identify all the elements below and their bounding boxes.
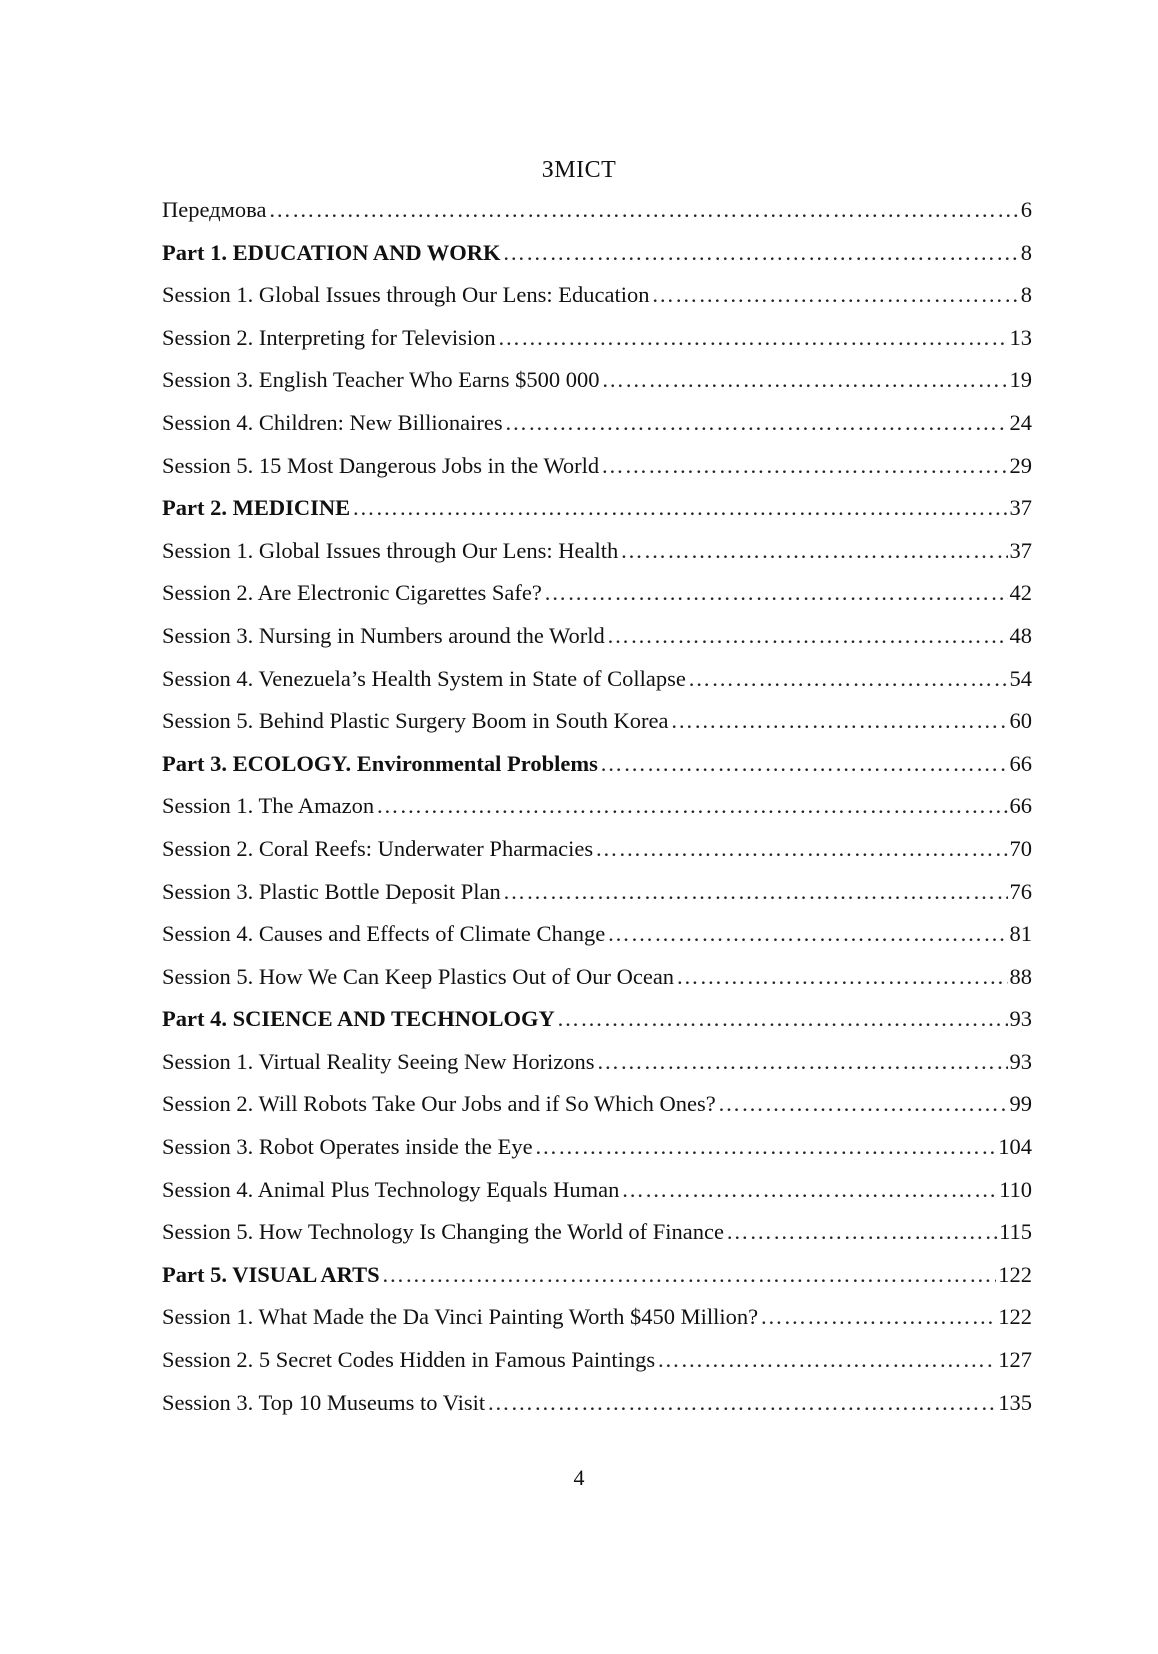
dot-leader: [601, 453, 1007, 479]
dot-leader: [382, 1262, 997, 1288]
toc-entry-page: 110: [999, 1176, 1032, 1202]
toc-session-entry: [162, 1219, 1032, 1262]
toc-session-entry: [162, 282, 1032, 325]
toc-entry-page: 13: [1009, 324, 1032, 350]
toc-entry-label: Session 1. Global Issues through Our Lens: Health: [162, 537, 619, 563]
toc-front-entry: [162, 197, 1032, 240]
toc-entry-label: Part 4. SCIENCE AND TECHNOLOGY: [162, 1006, 555, 1032]
dot-leader: [268, 197, 1018, 223]
dot-leader: [657, 1347, 996, 1373]
dot-leader: [503, 879, 1008, 905]
toc-session-entry: [162, 921, 1032, 964]
toc-entry-page: 19: [1009, 367, 1032, 393]
toc-part-entry: [162, 1006, 1032, 1049]
toc-entry-label: Session 2. Are Electronic Cigarettes Safe?: [162, 580, 542, 606]
toc-session-entry: [162, 964, 1032, 1007]
toc-entry-label: Session 4. Causes and Effects of Climate Change: [162, 921, 606, 947]
toc-session-entry: [162, 1304, 1032, 1347]
toc-session-entry: [162, 580, 1032, 623]
toc-entry-page: 99: [1009, 1091, 1032, 1117]
toc-entry-label: Session 1. The Amazon: [162, 793, 375, 819]
dot-leader: [607, 623, 1008, 649]
dot-leader: [487, 1390, 996, 1416]
toc-entry-page: 70: [1009, 835, 1032, 861]
toc-entry-page: 66: [1009, 793, 1032, 819]
dot-leader: [376, 793, 1007, 819]
toc-entry-label: Session 3. Nursing in Numbers around the World: [162, 622, 605, 648]
dot-leader: [602, 367, 1008, 393]
toc-session-entry: [162, 1134, 1032, 1177]
toc-entry-page: 37: [1009, 495, 1032, 521]
dot-leader: [651, 282, 1018, 308]
page-number: 4: [573, 1465, 585, 1490]
toc-session-entry: [162, 1177, 1032, 1220]
dot-leader: [688, 666, 1008, 692]
toc-entry-label: Session 4. Children: New Billionaires: [162, 409, 503, 435]
toc-entry-label: Part 1. EDUCATION AND WORK: [162, 239, 501, 265]
toc-part-entry: [162, 1262, 1032, 1305]
dot-leader: [352, 495, 1007, 521]
dot-leader: [557, 1006, 1008, 1032]
toc-entry-page: 81: [1009, 921, 1032, 947]
toc-entry-page: 104: [998, 1134, 1032, 1160]
dot-leader: [503, 240, 1019, 266]
toc-entry-label: Session 5. Behind Plastic Surgery Boom in South Korea: [162, 708, 669, 734]
toc-entry-label: Session 5. How We Can Keep Plastics Out of Our Ocean: [162, 963, 675, 989]
toc-entry-label: Session 2. Interpreting for Television: [162, 324, 496, 350]
toc-session-entry: [162, 879, 1032, 922]
toc-entry-page: 8: [1020, 239, 1032, 265]
toc-entry-label: Session 5. 15 Most Dangerous Jobs in the World: [162, 452, 600, 478]
toc-entry-page: 60: [1009, 708, 1032, 734]
table-of-contents: [162, 197, 1032, 1432]
toc-entry-label: Session 2. 5 Secret Codes Hidden in Famous Paintings: [162, 1347, 656, 1373]
toc-part-entry: [162, 240, 1032, 283]
toc-entry-page: 48: [1009, 622, 1032, 648]
toc-entry-page: 66: [1009, 750, 1032, 776]
dot-leader: [676, 964, 1007, 990]
toc-entry-page: 122: [998, 1261, 1032, 1287]
toc-session-entry: [162, 708, 1032, 751]
toc-session-entry: [162, 793, 1032, 836]
toc-entry-label: Part 2. MEDICINE: [162, 495, 351, 521]
dot-leader: [535, 1134, 997, 1160]
toc-session-entry: [162, 1091, 1032, 1134]
toc-entry-page: 88: [1009, 963, 1032, 989]
toc-entry-label: Part 5. VISUAL ARTS: [162, 1261, 380, 1287]
toc-entry-label: Session 4. Venezuela’s Health System in State of Collapse: [162, 665, 686, 691]
dot-leader: [620, 538, 1007, 564]
dot-leader: [607, 921, 1007, 947]
dot-leader: [498, 325, 1008, 351]
toc-entry-page: 76: [1009, 878, 1032, 904]
toc-entry-page: 115: [999, 1219, 1032, 1245]
toc-entry-page: 42: [1009, 580, 1032, 606]
toc-entry-label: Session 1. Virtual Reality Seeing New Horizons: [162, 1048, 595, 1074]
toc-title: ЗМІСТ: [541, 157, 617, 183]
toc-entry-label: Передмова: [162, 197, 267, 222]
toc-entry-page: 29: [1009, 452, 1032, 478]
toc-entry-page: 127: [998, 1347, 1032, 1373]
dot-leader: [726, 1219, 997, 1245]
toc-entry-page: 37: [1009, 537, 1032, 563]
dot-leader: [600, 751, 1008, 777]
toc-entry-page: 93: [1009, 1048, 1032, 1074]
toc-session-entry: [162, 623, 1032, 666]
dot-leader: [595, 836, 1007, 862]
dot-leader: [505, 410, 1008, 436]
toc-session-entry: [162, 1347, 1032, 1390]
toc-session-entry: [162, 453, 1032, 496]
toc-entry-page: 135: [998, 1389, 1032, 1415]
toc-entry-label: Session 2. Coral Reefs: Underwater Pharmacies: [162, 835, 594, 861]
toc-entry-label: Session 5. How Technology Is Changing the World of Finance: [162, 1219, 724, 1245]
toc-entry-label: Session 3. Plastic Bottle Deposit Plan: [162, 878, 501, 904]
toc-session-entry: [162, 410, 1032, 453]
dot-leader: [544, 580, 1008, 606]
toc-entry-page: 122: [998, 1304, 1032, 1330]
toc-entry-label: Session 3. English Teacher Who Earns $500 000: [162, 367, 600, 393]
toc-part-entry: [162, 495, 1032, 538]
toc-entry-label: Part 3. ECOLOGY. Environmental Problems: [162, 750, 598, 776]
toc-session-entry: [162, 836, 1032, 879]
toc-entry-page: 54: [1009, 665, 1032, 691]
dot-leader: [670, 708, 1007, 734]
toc-entry-page: 24: [1009, 409, 1032, 435]
toc-entry-label: Session 1. Global Issues through Our Lens: Education: [162, 282, 650, 308]
toc-session-entry: [162, 1049, 1032, 1092]
toc-entry-label: Session 4. Animal Plus Technology Equals Human: [162, 1176, 620, 1202]
toc-session-entry: [162, 538, 1032, 581]
toc-entry-page: 93: [1009, 1006, 1032, 1032]
toc-entry-label: Session 1. What Made the Da Vinci Painting Worth $450 Million?: [162, 1304, 759, 1330]
toc-session-entry: [162, 1390, 1032, 1433]
toc-entry-page: 8: [1020, 282, 1032, 308]
dot-leader: [718, 1091, 1008, 1117]
dot-leader: [597, 1049, 1008, 1075]
toc-part-entry: [162, 751, 1032, 794]
toc-session-entry: [162, 666, 1032, 709]
toc-entry-label: Session 2. Will Robots Take Our Jobs and if So Which Ones?: [162, 1091, 716, 1117]
dot-leader: [760, 1304, 996, 1330]
toc-entry-label: Session 3. Top 10 Museums to Visit: [162, 1389, 486, 1415]
dot-leader: [621, 1177, 997, 1203]
toc-entry-page: 6: [1020, 197, 1032, 222]
toc-session-entry: [162, 325, 1032, 368]
toc-session-entry: [162, 367, 1032, 410]
toc-entry-label: Session 3. Robot Operates inside the Eye: [162, 1134, 533, 1160]
